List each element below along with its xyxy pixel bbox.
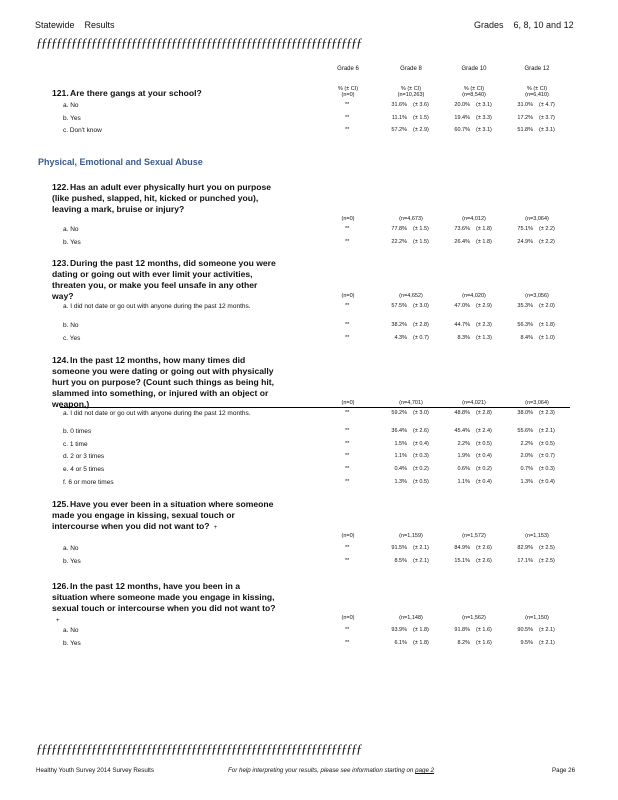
g8-percent: 57.5% — [391, 303, 407, 309]
header-results: Results — [84, 20, 115, 30]
g8-ci: (± 1.5) — [413, 115, 429, 121]
g12-ci: (± 3.1) — [539, 127, 555, 133]
g8-ci: (± 3.0) — [413, 410, 429, 416]
g8-cell — [385, 466, 437, 472]
g12-ci: (± 0.5) — [539, 441, 555, 447]
grade6-value: ** — [345, 226, 350, 232]
column-n-value: (n=3,064) — [525, 400, 549, 406]
g8-ci: (± 3.6) — [413, 102, 429, 108]
g12-cell — [511, 410, 563, 416]
g8-ci: (± 3.0) — [413, 303, 429, 309]
g12-ci: (± 2.2) — [539, 239, 555, 245]
g12-percent: 35.3% — [517, 303, 533, 309]
g12-percent: 24.9% — [517, 239, 533, 245]
grade6-value: ** — [345, 102, 350, 108]
g12-ci: (± 2.0) — [539, 303, 555, 309]
answer-option: f. 6 or more times — [63, 479, 114, 486]
g12-percent: 51.8% — [517, 127, 533, 133]
question-number: 125. — [52, 499, 69, 509]
answer-option: b. Yes — [63, 640, 81, 647]
column-grade-label: Grade 12 — [524, 66, 550, 72]
column-n-value: (n=0) — [341, 533, 355, 539]
header-left — [35, 20, 115, 30]
g8-cell — [385, 303, 437, 309]
g10-ci: (± 1.6) — [476, 627, 492, 633]
column-n-value: (n=0) — [341, 615, 355, 621]
column-ci-label: % (± CI) — [337, 86, 359, 92]
g10-ci: (± 1.8) — [476, 226, 492, 232]
footer-page: Page 26 — [552, 767, 576, 774]
question-number: 121. — [52, 88, 69, 98]
answer-option: b. Yes — [63, 115, 81, 122]
column-grade-label: Grade 10 — [461, 66, 487, 72]
g8-ci: (± 0.2) — [413, 466, 429, 472]
g8-percent: 38.2% — [391, 322, 407, 328]
column-n-value: (n=3,064) — [525, 216, 549, 222]
g10-ci: (± 2.8) — [476, 410, 492, 416]
g10-percent: 73.6% — [454, 226, 470, 232]
g12-cell — [511, 558, 563, 564]
column-n-label: (n=0) — [341, 92, 355, 98]
g8-ci: (± 1.5) — [413, 239, 429, 245]
answer-option: a. No — [63, 102, 79, 109]
g10-cell — [448, 441, 500, 447]
column-n-value: (n=0) — [341, 400, 355, 406]
g12-percent: 1.3% — [520, 479, 533, 485]
answer-option: a. No — [63, 545, 79, 552]
g12-cell — [511, 640, 563, 646]
g10-ci: (± 0.2) — [476, 466, 492, 472]
g12-cell — [511, 627, 563, 633]
g10-percent: 2.2% — [457, 441, 470, 447]
g12-ci: (± 2.3) — [539, 410, 555, 416]
g10-ci: (± 1.6) — [476, 640, 492, 646]
g10-ci: (± 0.4) — [476, 479, 492, 485]
g12-cell — [511, 115, 563, 121]
header-right — [474, 20, 574, 30]
grade6-value: ** — [345, 335, 350, 341]
q123-question — [52, 258, 277, 302]
header-grades-values: 6, 8, 10 and 12 — [513, 20, 574, 30]
g12-ci: (± 0.3) — [539, 466, 555, 472]
g12-percent: 82.9% — [517, 545, 533, 551]
g12-percent: 0.7% — [520, 466, 533, 472]
bottom-ruler: ƒƒƒƒƒƒƒƒƒƒƒƒƒƒƒƒƒƒƒƒƒƒƒƒƒƒƒƒƒƒƒƒƒƒƒƒƒƒƒƒƒƒƒƒƒƒƒƒƒƒƒƒƒƒƒƒƒƒƒƒƒƒƒƒƒ — [36, 741, 361, 756]
g10-percent: 26.4% — [454, 239, 470, 245]
answer-option: a. I did not date or go out with anyone during the past 12 months. — [63, 303, 251, 310]
answer-option: e. 4 or 5 times — [63, 466, 105, 473]
g10-ci: (± 3.1) — [476, 102, 492, 108]
footer-survey — [36, 767, 154, 774]
question-number: 124. — [52, 355, 69, 365]
g10-ci: (± 2.4) — [476, 428, 492, 434]
g8-cell — [385, 479, 437, 485]
g12-ci: (± 2.1) — [539, 627, 555, 633]
g10-percent: 20.0% — [454, 102, 470, 108]
q126-question — [52, 581, 277, 627]
question-text: Has an adult ever physically hurt you on purpose (like pushed, slapped, hit, kicked or punched you), leaving a mark, bruise or injury? — [52, 182, 272, 214]
g8-percent: 57.2% — [391, 127, 407, 133]
footer-help — [228, 767, 434, 774]
answer-option: a. No — [63, 627, 79, 634]
g10-cell — [448, 479, 500, 485]
g8-ci: (± 2.6) — [413, 428, 429, 434]
g12-cell — [511, 102, 563, 108]
g12-ci: (± 2.1) — [539, 428, 555, 434]
column-n-value: (n=4,012) — [462, 216, 486, 222]
grade6-value: ** — [345, 479, 350, 485]
g12-ci: (± 2.5) — [539, 558, 555, 564]
g8-ci: (± 2.8) — [413, 322, 429, 328]
g8-percent: 1.5% — [394, 441, 407, 447]
g12-percent: 75.1% — [517, 226, 533, 232]
g8-cell — [385, 335, 437, 341]
g8-cell — [385, 640, 437, 646]
g8-cell — [385, 428, 437, 434]
g8-cell — [385, 127, 437, 133]
g10-cell — [448, 466, 500, 472]
column-n-value: (n=4,701) — [399, 400, 423, 406]
footnote-mark: + — [213, 525, 218, 531]
column-n-label: (n=6,410) — [525, 92, 549, 98]
question-text: In the past 12 months, have you been in a situation where someone made you engage in kissing, sexual touch or intercourse when you did not want to? — [52, 581, 276, 613]
g10-cell — [448, 627, 500, 633]
g10-ci: (± 1.3) — [476, 335, 492, 341]
g12-cell — [511, 428, 563, 434]
g12-ci: (± 2.2) — [539, 226, 555, 232]
answer-option: b. 0 times — [63, 428, 92, 435]
column-n-value: (n=1,148) — [399, 615, 423, 621]
g10-cell — [448, 322, 500, 328]
g10-cell — [448, 558, 500, 564]
g12-percent: 8.4% — [520, 335, 533, 341]
g10-ci: (± 3.3) — [476, 115, 492, 121]
grade6-value: ** — [345, 115, 350, 121]
column-ci-label: % (± CI) — [400, 86, 422, 92]
column-n-value: (n=4,021) — [462, 400, 486, 406]
g10-percent: 44.7% — [454, 322, 470, 328]
g10-percent: 91.8% — [454, 627, 470, 633]
g12-cell — [511, 127, 563, 133]
g10-cell — [448, 226, 500, 232]
g10-cell — [448, 239, 500, 245]
g8-cell — [385, 115, 437, 121]
g12-ci: (± 2.5) — [539, 545, 555, 551]
column-n-value: (n=4,020) — [462, 293, 486, 299]
grade6-value: ** — [345, 627, 350, 633]
g10-cell — [448, 127, 500, 133]
answer-option: d. 2 or 3 times — [63, 453, 105, 460]
grade6-value: ** — [345, 441, 350, 447]
g10-ci: (± 2.6) — [476, 558, 492, 564]
g10-cell — [448, 428, 500, 434]
g10-cell — [448, 545, 500, 551]
g10-percent: 60.7% — [454, 127, 470, 133]
g10-percent: 1.9% — [457, 453, 470, 459]
g10-ci: (± 3.1) — [476, 127, 492, 133]
g8-percent: 1.3% — [394, 479, 407, 485]
g10-percent: 45.4% — [454, 428, 470, 434]
question-text: Are there gangs at your school? — [70, 88, 202, 98]
column-grade-label: Grade 6 — [337, 66, 359, 72]
g8-percent: 6.1% — [394, 640, 407, 646]
column-n-value: (n=1,562) — [462, 615, 486, 621]
g12-percent: 9.5% — [520, 640, 533, 646]
g8-percent: 91.5% — [391, 545, 407, 551]
g8-cell — [385, 102, 437, 108]
g8-ci: (± 1.5) — [413, 226, 429, 232]
footer-help-link[interactable]: page 2 — [415, 767, 435, 774]
g12-percent: 17.2% — [517, 115, 533, 121]
answer-option: b. Yes — [63, 239, 81, 246]
g8-ci: (± 2.1) — [413, 558, 429, 564]
grade6-value: ** — [345, 453, 350, 459]
g12-cell — [511, 322, 563, 328]
column-n-value: (n=0) — [341, 216, 355, 222]
g12-cell — [511, 453, 563, 459]
g10-ci: (± 2.3) — [476, 322, 492, 328]
grade6-value: ** — [345, 410, 350, 416]
g12-percent: 2.2% — [520, 441, 533, 447]
g10-cell — [448, 115, 500, 121]
q125-question — [52, 499, 277, 534]
g12-cell — [511, 466, 563, 472]
g12-ci: (± 2.1) — [539, 640, 555, 646]
g10-percent: 8.2% — [457, 640, 470, 646]
g12-percent: 55.6% — [517, 428, 533, 434]
g10-ci: (± 0.4) — [476, 453, 492, 459]
g12-ci: (± 3.7) — [539, 115, 555, 121]
g8-cell — [385, 627, 437, 633]
grade6-value: ** — [345, 127, 350, 133]
column-ci-label: % (± CI) — [463, 86, 485, 92]
grade6-value: ** — [345, 322, 350, 328]
g10-percent: 84.9% — [454, 545, 470, 551]
g8-ci: (± 2.9) — [413, 127, 429, 133]
g12-percent: 90.5% — [517, 627, 533, 633]
answer-option: a. No — [63, 226, 79, 233]
footer-help-text: For help interpreting your results, please see information starting on — [228, 767, 414, 774]
g10-ci: (± 1.8) — [476, 239, 492, 245]
g10-cell — [448, 102, 500, 108]
g8-ci: (± 0.4) — [413, 441, 429, 447]
q122-question — [52, 182, 277, 215]
top-ruler: ƒƒƒƒƒƒƒƒƒƒƒƒƒƒƒƒƒƒƒƒƒƒƒƒƒƒƒƒƒƒƒƒƒƒƒƒƒƒƒƒƒƒƒƒƒƒƒƒƒƒƒƒƒƒƒƒƒƒƒƒƒƒƒƒƒ — [36, 35, 361, 50]
answer-option: a. I did not date or go out with anyone during the past 12 months. — [63, 410, 251, 417]
g8-ci: (± 0.3) — [413, 453, 429, 459]
g8-ci: (± 1.8) — [413, 627, 429, 633]
column-n-label: (n=10,263) — [397, 92, 425, 98]
question-text: During the past 12 months, did someone you were dating or going out with ever limit your activities, threaten you, or make you feel unsafe in any other way? — [52, 258, 276, 301]
g10-cell — [448, 410, 500, 416]
g8-ci: (± 0.5) — [413, 479, 429, 485]
column-n-value: (n=1,159) — [399, 533, 423, 539]
q121-question — [52, 88, 292, 99]
column-n-value: (n=4,673) — [399, 216, 423, 222]
answer-option: b. Yes — [63, 558, 81, 565]
g12-percent: 56.3% — [517, 322, 533, 328]
g8-percent: 93.9% — [391, 627, 407, 633]
g12-ci: (± 4.7) — [539, 102, 555, 108]
g8-percent: 8.5% — [394, 558, 407, 564]
g8-percent: 11.1% — [391, 115, 407, 121]
g12-ci: (± 1.8) — [539, 322, 555, 328]
g10-percent: 8.3% — [457, 335, 470, 341]
g10-cell — [448, 303, 500, 309]
g8-cell — [385, 226, 437, 232]
g10-percent: 1.1% — [457, 479, 470, 485]
g8-percent: 77.8% — [391, 226, 407, 232]
g8-ci: (± 0.7) — [413, 335, 429, 341]
column-grade-label: Grade 8 — [400, 66, 422, 72]
question-underline — [60, 407, 570, 408]
g12-cell — [511, 441, 563, 447]
question-number: 126. — [52, 581, 69, 591]
column-n-value: (n=1,150) — [525, 615, 549, 621]
header-grades-label: Grades — [474, 20, 504, 30]
column-n-label: (n=8,540) — [462, 92, 486, 98]
grade6-value: ** — [345, 640, 350, 646]
question-text: Have you ever been in a situation where someone made you engage in kissing, sexual touch or intercourse when you did not want to? — [52, 499, 274, 531]
g8-cell — [385, 441, 437, 447]
g10-percent: 48.8% — [454, 410, 470, 416]
answer-option: c. Yes — [63, 335, 81, 342]
grade6-value: ** — [345, 239, 350, 245]
g8-percent: 1.1% — [394, 453, 407, 459]
g12-percent: 17.1% — [517, 558, 533, 564]
footnote-mark: + — [56, 618, 60, 624]
question-number: 122. — [52, 182, 69, 192]
column-n-value: (n=1,572) — [462, 533, 486, 539]
g10-percent: 15.1% — [454, 558, 470, 564]
g8-percent: 59.2% — [391, 410, 407, 416]
g12-cell — [511, 303, 563, 309]
g10-ci: (± 0.5) — [476, 441, 492, 447]
g8-percent: 4.3% — [394, 335, 407, 341]
answer-option: c. Don't know — [63, 127, 102, 134]
g12-percent: 2.0% — [520, 453, 533, 459]
g12-percent: 31.0% — [517, 102, 533, 108]
g12-percent: 38.0% — [517, 410, 533, 416]
grade6-value: ** — [345, 303, 350, 309]
g12-ci: (± 0.7) — [539, 453, 555, 459]
g12-cell — [511, 479, 563, 485]
g10-percent: 0.6% — [457, 466, 470, 472]
column-n-value: (n=4,652) — [399, 293, 423, 299]
g10-cell — [448, 453, 500, 459]
question-number: 123. — [52, 258, 69, 268]
g10-ci: (± 2.9) — [476, 303, 492, 309]
answer-option: c. 1 time — [63, 441, 88, 448]
column-n-value: (n=1,153) — [525, 533, 549, 539]
g8-ci: (± 2.1) — [413, 545, 429, 551]
grade6-value: ** — [345, 558, 350, 564]
q124-question — [52, 355, 277, 410]
g10-cell — [448, 335, 500, 341]
g12-cell — [511, 545, 563, 551]
g12-cell — [511, 226, 563, 232]
answer-option: b. No — [63, 322, 79, 329]
g8-percent: 0.4% — [394, 466, 407, 472]
column-n-value: (n=3,056) — [525, 293, 549, 299]
g8-percent: 22.2% — [391, 239, 407, 245]
g10-percent: 19.4% — [454, 115, 470, 121]
g8-cell — [385, 453, 437, 459]
g10-percent: 47.0% — [454, 303, 470, 309]
g12-cell — [511, 335, 563, 341]
column-ci-label: % (± CI) — [526, 86, 548, 92]
footer-survey-text: Healthy Youth Survey 2014 Survey Results — [36, 767, 154, 774]
g8-cell — [385, 545, 437, 551]
header-statewide: Statewide — [35, 20, 75, 30]
g8-cell — [385, 410, 437, 416]
section-title: Physical, Emotional and Sexual Abuse — [38, 157, 203, 167]
g8-ci: (± 1.8) — [413, 640, 429, 646]
g12-ci: (± 0.4) — [539, 479, 555, 485]
g12-ci: (± 1.0) — [539, 335, 555, 341]
grade6-value: ** — [345, 466, 350, 472]
g8-percent: 36.4% — [391, 428, 407, 434]
g8-percent: 31.6% — [391, 102, 407, 108]
grade6-value: ** — [345, 545, 350, 551]
g12-cell — [511, 239, 563, 245]
column-n-value: (n=0) — [341, 293, 355, 299]
g8-cell — [385, 239, 437, 245]
g8-cell — [385, 322, 437, 328]
g8-cell — [385, 558, 437, 564]
grade6-value: ** — [345, 428, 350, 434]
g10-cell — [448, 640, 500, 646]
g10-ci: (± 2.6) — [476, 545, 492, 551]
question-text: In the past 12 months, how many times did someone you were dating or going out with physically hurt you on purpose? (Count such things as being hit, slammed into something, or injured with an object or weapon.) — [52, 355, 274, 409]
